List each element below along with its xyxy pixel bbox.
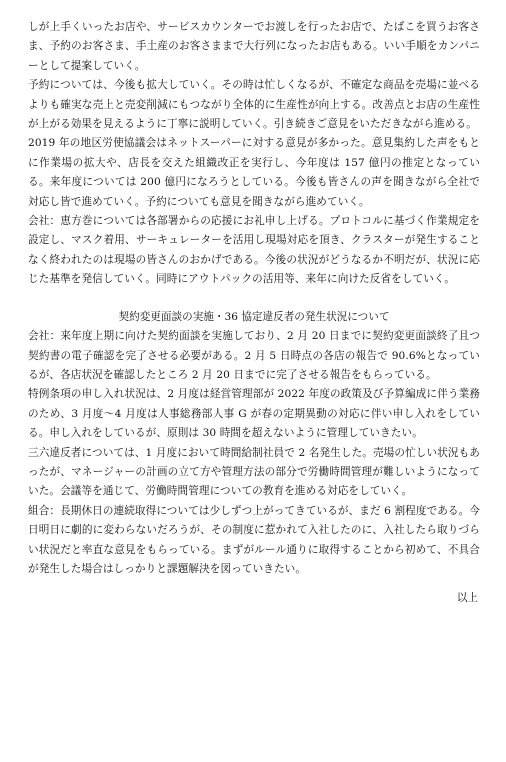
paragraph: 2019 年の地区労使協議会はネットスーパーに対する意見が多かった。意見集約した声をもとに作業場の拡大や、店長を交えた組織改正を実行し、今年度は 157 億円の推定となっている。来年度については 200 億円になろうとしている。今後も皆さんの声を聞きながら全社で対応し皆で進めていく。予約についても意見を聞きながら進めていく。 bbox=[28, 137, 480, 208]
paragraph: 特例条項の申し入れ状況は、2 月度は経営管理部が 2022 年度の政策及び予算編成に伴う業務のため、3 月度～4 月度は人事総務部人事 G が春の定期異動の対応に伴い申し入れをしている。申し入れをしているが、原則は 30 時間を超えないように管理していきたい。 bbox=[28, 388, 480, 440]
paragraph: しが上手くいったお店や、サービスカウンターでお渡しを行ったお店で、たばこを買うお客さま、予約のお客さま、手土産のお客さままで大行列になったお店もある。いい手順をカンパニーとして提案していく。 bbox=[28, 21, 480, 72]
paragraph: 会社：恵方巻については各部署からの応援にお礼申し上げる。プロトコルに基づく作業規定を設定し、マスク着用、サーキュレーターを活用し現場対応を頂き、クラスターが発生することなく終われたのは現場の皆さんのおかげである。今後の状況がどうなるか不明だが、状況に応じた基準を発信していく。同時にアウトパックの活用等、来年に向けた反省をしていく。 bbox=[28, 215, 480, 286]
section-heading: 契約変更面談の実施・36 協定違反者の発生状況について bbox=[118, 310, 390, 323]
closing-mark: 以上 bbox=[456, 592, 478, 605]
paragraph: 三六違反者については、1 月度において時間給制社員で 2 名発生した。売場の忙しい状況もあったが、マネージャーの計画の立て方や管理方法の部分で労働時間管理が難しいようになっていた。会議等を通じて、労働時間管理についての教育を進める対応をしていく。 bbox=[28, 446, 480, 498]
paragraph: 予約については、今後も拡大していく。その時は忙しくなるが、不確定な商品を売場に並べるよりも確実な売上と売変削減にもつながり全体的に生産性が向上する。改善点とお店の生産性が上がる効果を見えるように丁寧に説明していく。引き続きご意見をいただきながら進める。 bbox=[28, 79, 480, 131]
document-page bbox=[28, 18, 480, 609]
paragraph: 組合：長期休日の連続取得については少しずつ上がってきているが、まだ 6 割程度である。今日明日に劇的に変わらないだろうが、その制度に惹かれて入社したのに、入社したら取りづらい状況だと率直な意見をもらっている。まずがルール通りに取得することから初めて、不具合が発生した場合はしっかりと課題解決を図っていきたい。 bbox=[28, 504, 481, 575]
paragraph: 会社：来年度上期に向けた契約面談を実施しており、2 月 20 日までに契約変更面談終了且つ契約書の電子確認を完了させる必要がある。2 月 5 日時点の各店の報告で 90.6%となっているが、各店状況を確認したところ 2 月 20 日までに完了させる報告をもらっている。 bbox=[28, 330, 480, 381]
section-spacer bbox=[28, 290, 480, 308]
section-discussion bbox=[28, 18, 480, 290]
section-contract-interviews bbox=[28, 308, 480, 580]
